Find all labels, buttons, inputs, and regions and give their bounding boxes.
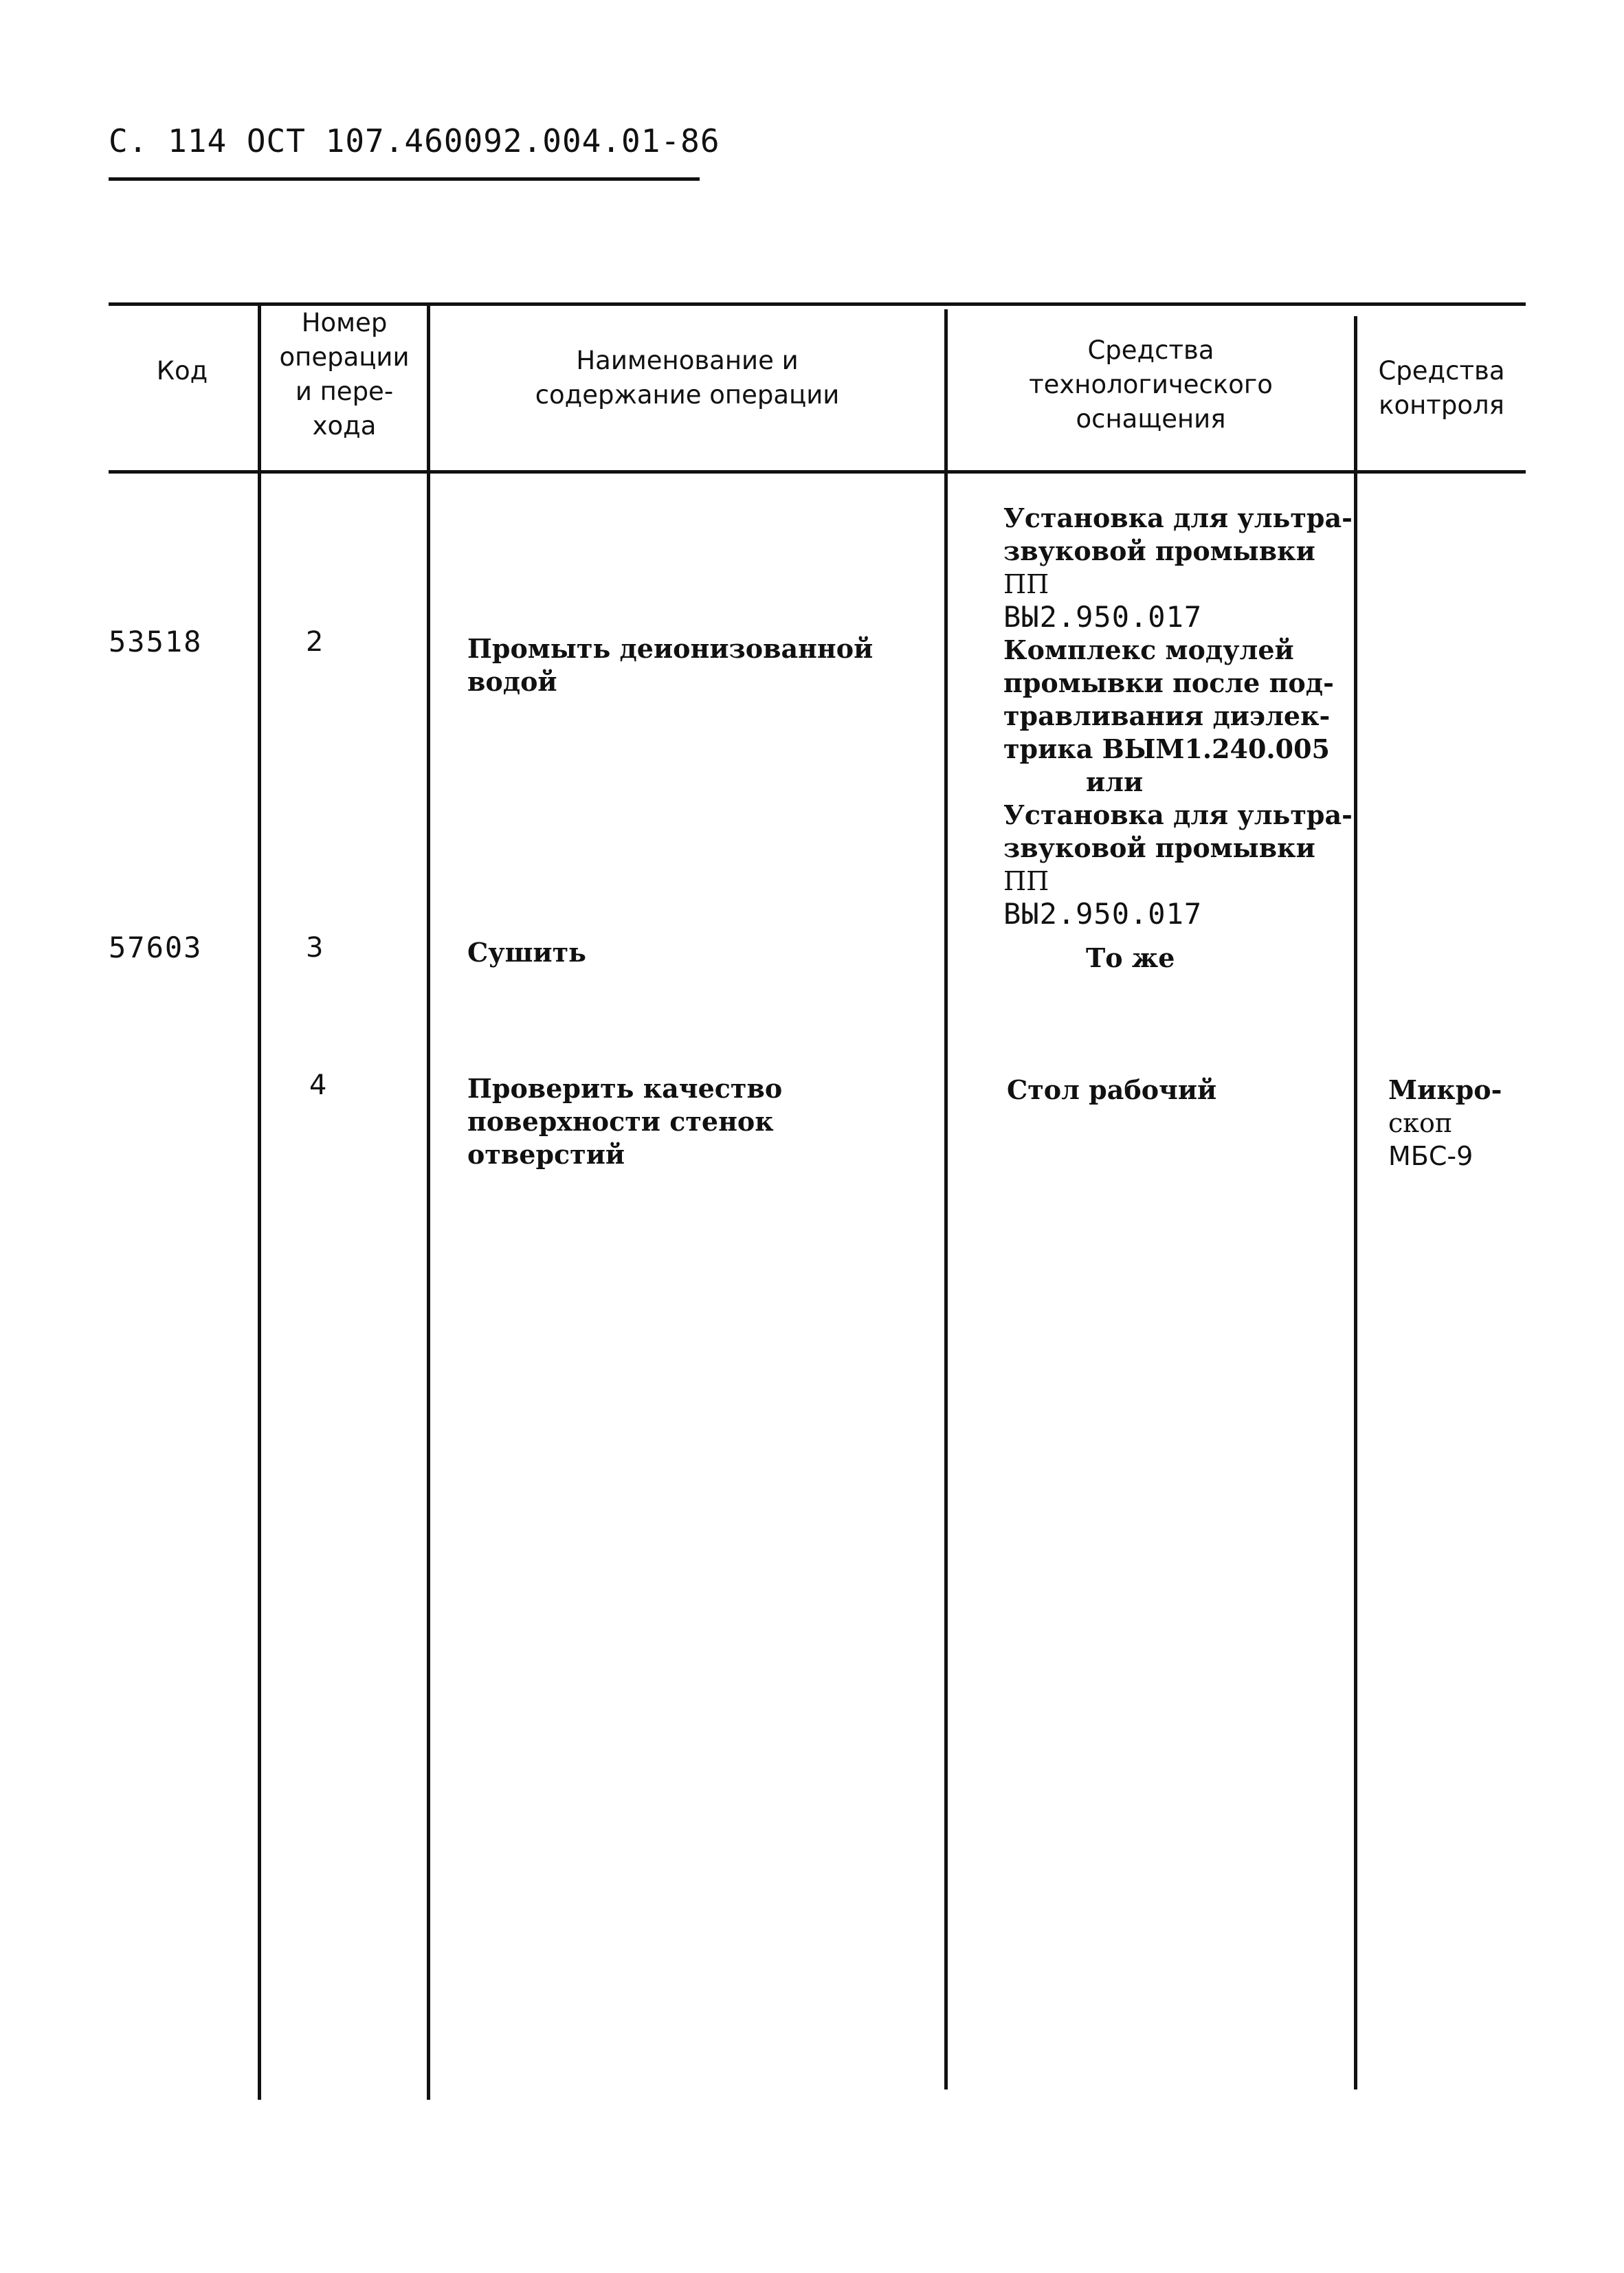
row3-control: Микро- скоп МБС-9	[1388, 1074, 1502, 1171]
row2-op-name: Сушить	[467, 937, 586, 968]
col-header-op-number: Номер операции и пере- хода	[279, 308, 410, 441]
col-header-code: Код	[156, 356, 208, 386]
page-header: С. 114 ОСТ 107.460092.004.01-86	[109, 122, 720, 159]
col-header-equipment: Средства технологического оснащения	[1029, 335, 1273, 434]
row2-op-number: 3	[306, 932, 324, 964]
row2-equipment: То же	[1086, 942, 1175, 973]
col-divider-1	[258, 302, 261, 2100]
row1-op-name: Промыть деионизованной водой	[467, 633, 874, 697]
row3-op-number: 4	[309, 1069, 327, 1101]
col-divider-4	[1354, 316, 1357, 2089]
header-underline	[109, 177, 700, 181]
col-header-control: Средства контроля	[1378, 356, 1505, 420]
row1-code: 53518	[109, 625, 203, 658]
row3-op-name: Проверить качество поверхности стенок отверстий	[467, 1073, 783, 1170]
table-header-bottom-rule	[109, 470, 1526, 474]
row3-equipment: Стол рабочий	[1007, 1074, 1217, 1105]
row1-op-number: 2	[306, 626, 324, 658]
row2-code: 57603	[109, 931, 203, 964]
col-header-op-name: Наименование и содержание операции	[535, 346, 840, 410]
col-divider-3	[944, 309, 948, 2089]
row1-equipment: Установка для ультра- звуковой промывки ПП ВЫ2.950.017 Комплекс модулей промывки после под- травливания диэлек- трика ВЫМ1.240.005 или Установка для ультра- звуковой промывки ПП ВЫ2.950.017	[1003, 502, 1353, 931]
col-divider-2	[427, 302, 430, 2100]
